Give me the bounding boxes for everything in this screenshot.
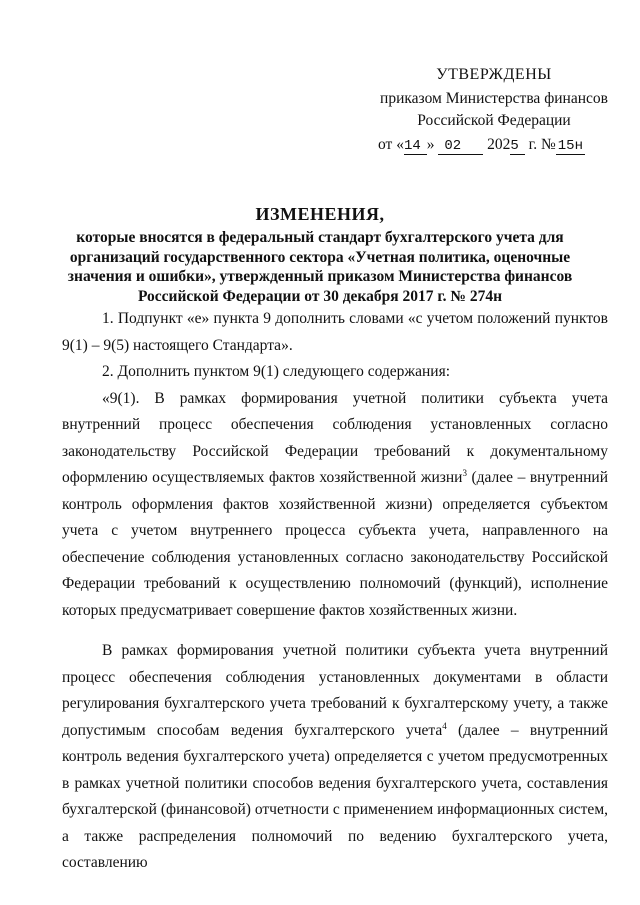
paragraph-3-text-a: «9(1). В рамках формирования учетной политики субъекта учета внутренний процесс обеспечения соблюдения установленных согласно законодательству Российской Федерации требований к документальному оформлению осуществляемых фактов хозяйственной жизни: [62, 389, 608, 486]
footnote-ref-3: 3: [462, 467, 467, 478]
title-subtitle: которые вносятся в федеральный стандарт бухгалтерского учета для организаций государственного сектора «Учетная политика, оценочные значения и ошибки», утвержденный приказом Министерства финансов Российской Федерации от 30 декабря 2017 г. № 274н: [67, 229, 573, 305]
date-quote-close: »: [426, 136, 435, 153]
paragraph-2: 2. Дополнить пунктом 9(1) следующего содержания:: [102, 363, 451, 380]
paragraph-1: 1. Подпункт «е» пункта 9 дополнить словами «с учетом положений пунктов 9(1) – 9(5) настоящего Стандарта».: [62, 310, 608, 354]
date-prefix: от «: [378, 136, 404, 153]
approval-heading: УТВЕРЖДЕНЫ: [436, 66, 552, 83]
date-day: 14: [404, 138, 427, 155]
paragraph-4-text-a: В рамках формирования учетной политики субъекта учета внутренний процесс обеспечения соблюдения установленных документами в области регулирования бухгалтерского учета требований к бухгалтерскому учету, а также допустимым способам ведения бухгалтерского учета: [62, 642, 608, 739]
title-heading: ИЗМЕНЕНИЯ,: [255, 204, 385, 224]
order-number: 15н: [557, 138, 583, 154]
date-year-word: г. №: [528, 136, 556, 153]
date-month: 02: [438, 138, 483, 155]
document-title: [60, 202, 580, 306]
paragraph-3: [62, 386, 608, 625]
document-body: [62, 306, 608, 877]
date-year-prefix: 202: [487, 136, 511, 153]
date-year-suffix: 5: [510, 138, 524, 155]
approval-line-country: Российской Федерации: [417, 112, 571, 129]
paragraph-4: [62, 638, 608, 877]
approval-line-ministry: приказом Министерства финансов: [380, 90, 608, 107]
approval-date-line: [378, 134, 610, 157]
footnote-ref-4: 4: [442, 720, 447, 731]
paragraph-3-text-b: (далее – внутренний контроль оформления фактов хозяйственной жизни) определяется субъектом учета с учетом внутреннего процесса субъекта учета, направленного на обеспечение соблюдения установленных согласно законодательству Российской Федерации требований к осуществлению полномочий (функций), исполнение которых предусматривает совершение фактов хозяйственных жизни.: [62, 469, 608, 619]
approval-stamp: [378, 64, 610, 157]
paragraph-4-text-b: (далее – внутренний контроль ведения бухгалтерского учета) определяется с учетом предусмотренных в рамках учетной политики способов ведения бухгалтерского учета, составления бухгалтерской (финансовой) отчетности с применением информационных систем, а также распределения полномочий по ведению бухгалтерского учета, составлению: [62, 721, 609, 871]
